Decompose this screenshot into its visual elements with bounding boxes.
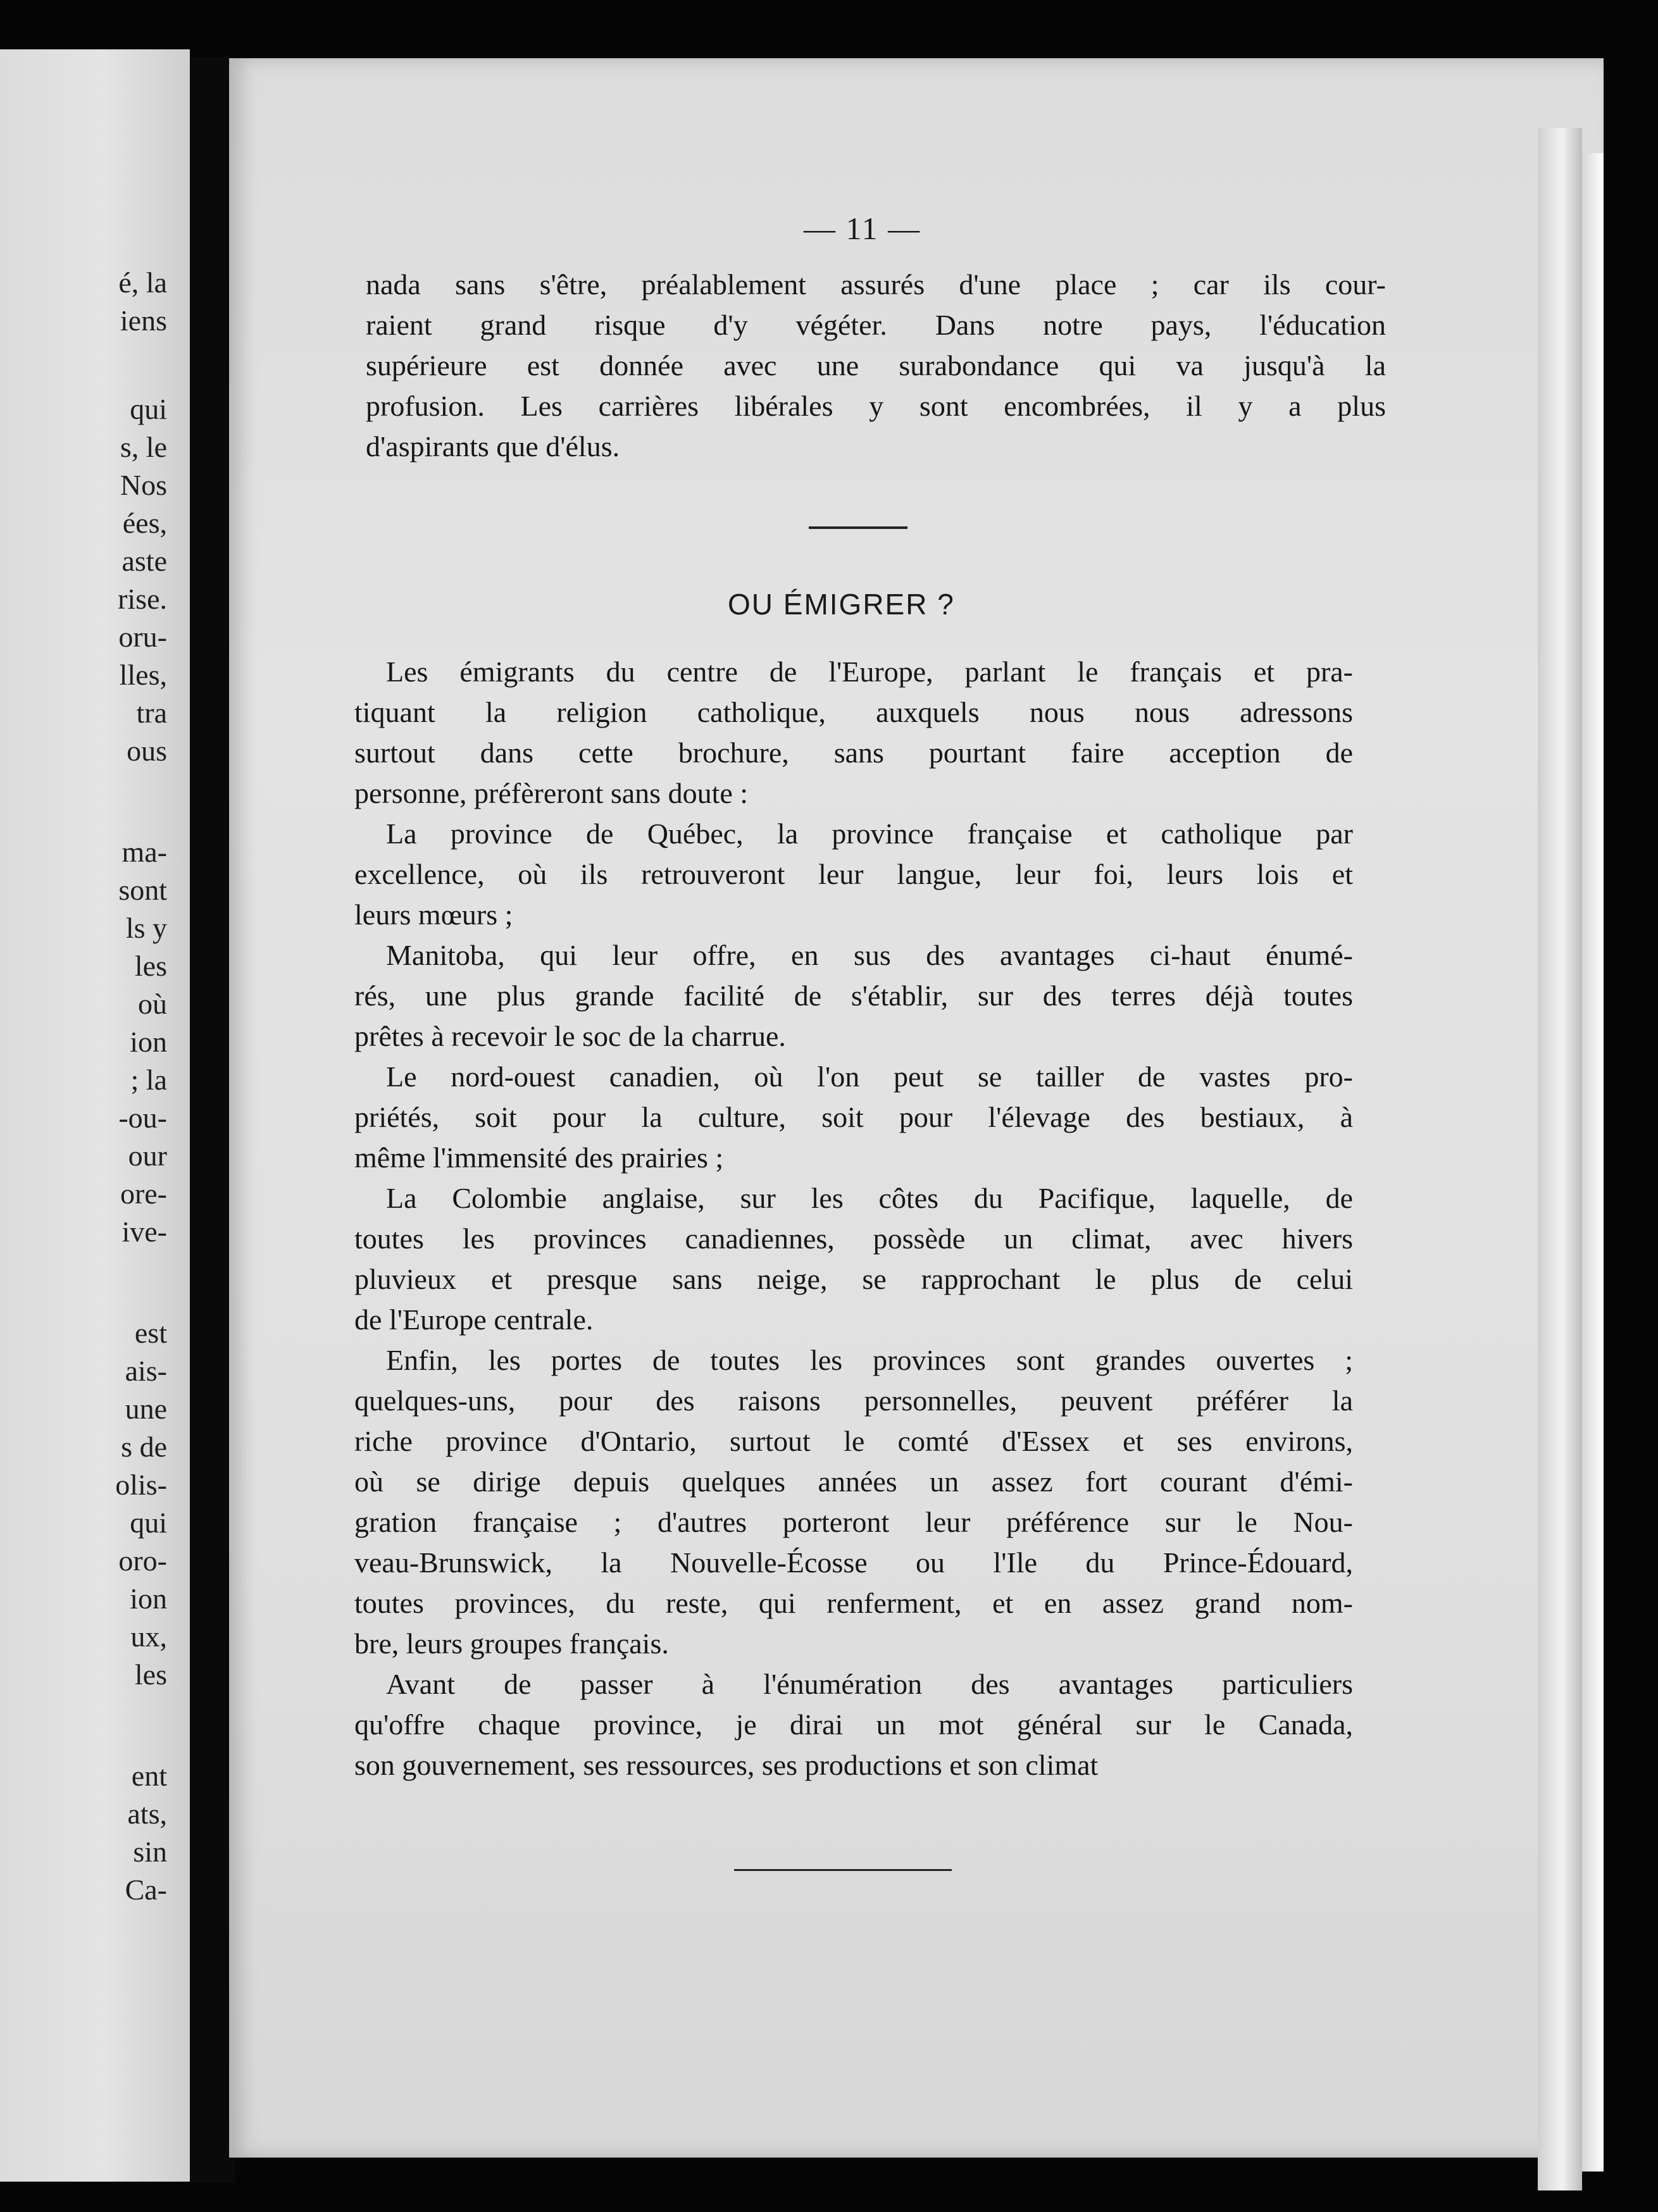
text-line: veau-Brunswick, la Nouvelle-Écosse ou l'Ile du Prince-Édouard,	[354, 1546, 1353, 1579]
left-page-text-fragment: sin	[133, 1836, 167, 1868]
text-line: Enfin, les portes de toutes les provinces sont grandes ouvertes ;	[386, 1344, 1353, 1376]
left-page-text-fragment: ive-	[122, 1215, 167, 1248]
paragraph	[354, 1340, 1353, 1664]
intro-paragraph	[366, 264, 1386, 467]
left-page-text-fragment: oro-	[118, 1544, 167, 1577]
left-page-text-fragment: qui	[130, 1507, 167, 1539]
left-page-text-fragment: lles,	[119, 659, 167, 691]
left-page-text-fragment: oru-	[118, 621, 167, 653]
text-line: Avant de passer à l'énumération des avantages particuliers	[386, 1668, 1353, 1700]
left-page-text-fragment: ous	[127, 735, 167, 767]
left-page-text-fragment: qui	[130, 393, 167, 425]
text-line: rés, une plus grande facilité de s'établir, sur des terres déjà toutes	[354, 979, 1353, 1012]
left-page-text-fragment: Nos	[120, 469, 167, 501]
text-line: quelques-uns, pour des raisons personnelles, peuvent préférer la	[354, 1384, 1353, 1417]
left-page-text-fragment: ais-	[125, 1355, 167, 1387]
left-page-text-fragment: une	[125, 1393, 167, 1425]
left-page-text-fragment: é, la	[118, 266, 167, 299]
text-line: Le nord-ouest canadien, où l'on peut se tailler de vastes pro-	[386, 1060, 1353, 1093]
left-page-text-fragment: où	[138, 988, 167, 1020]
left-page-text-fragment: est	[134, 1317, 167, 1349]
text-line: toutes provinces, du reste, qui renferment, et en assez grand nom-	[354, 1587, 1353, 1619]
text-line: tiquant la religion catholique, auxquels nous nous adressons	[354, 696, 1353, 728]
text-line: d'aspirants que d'élus.	[366, 430, 620, 463]
text-line: toutes les provinces canadiennes, possède un climat, avec hivers	[354, 1222, 1353, 1255]
text-line: nada sans s'être, préalablement assurés d'une place ; car ils cour-	[366, 268, 1386, 301]
left-page-text-fragment: ion	[130, 1026, 167, 1058]
section-heading: OU ÉMIGRER ?	[728, 588, 955, 621]
text-line: de l'Europe centrale.	[354, 1303, 594, 1336]
left-page-text-fragment: ma-	[122, 836, 167, 868]
text-line: personne, préfèreront sans doute :	[354, 777, 749, 809]
section-divider-top	[809, 526, 907, 529]
left-page-text-fragment: -ou-	[118, 1102, 167, 1134]
left-page-text-fragment: les	[134, 1658, 167, 1691]
text-line: profusion. Les carrières libérales y sont encombrées, il y a plus	[366, 390, 1386, 422]
left-page-text-fragment: rise.	[118, 583, 167, 615]
left-page-text-fragment: olis-	[115, 1469, 167, 1501]
left-page-text-fragment: ore-	[120, 1177, 167, 1210]
left-page-text-fragment: aste	[122, 545, 167, 577]
text-line: son gouvernement, ses ressources, ses productions et son climat	[354, 1749, 1099, 1781]
paragraph	[354, 1664, 1353, 1786]
section-divider-bottom	[734, 1869, 952, 1871]
left-page-text-fragment: s de	[121, 1431, 167, 1463]
left-page-fragment	[0, 49, 190, 2182]
text-line: priétés, soit pour la culture, soit pour l'élevage des bestiaux, à	[354, 1101, 1353, 1133]
text-line: excellence, où ils retrouveront leur langue, leur foi, leurs lois et	[354, 858, 1353, 890]
left-page-text-fragment: ent	[131, 1760, 167, 1792]
text-line: qu'offre chaque province, je dirai un mot général sur le Canada,	[354, 1708, 1353, 1741]
page-edge-stack	[1538, 128, 1582, 2190]
left-page-text-fragment: ées,	[122, 507, 167, 539]
text-line: riche province d'Ontario, surtout le comté d'Essex et ses environs,	[354, 1425, 1353, 1457]
text-line: surtout dans cette brochure, sans pourtant faire acception de	[354, 736, 1353, 769]
left-page-text-fragment: Ca-	[125, 1873, 167, 1906]
page-edge-outer	[1582, 153, 1604, 2172]
text-line: où se dirige depuis quelques années un assez fort courant d'émi-	[354, 1465, 1353, 1498]
text-line: La Colombie anglaise, sur les côtes du Pacifique, laquelle, de	[386, 1182, 1353, 1214]
left-page-text-fragment: ion	[130, 1582, 167, 1615]
left-page-text-fragment: ats,	[127, 1798, 167, 1830]
text-line: Les émigrants du centre de l'Europe, parlant le français et pra-	[386, 656, 1353, 688]
text-line: Manitoba, qui leur offre, en sus des avantages ci-haut énumé-	[386, 939, 1353, 971]
left-page-text-fragment: s, le	[120, 431, 167, 463]
left-page-text-fragment: tra	[136, 697, 167, 729]
text-line: pluvieux et presque sans neige, se rapprochant le plus de celui	[354, 1263, 1353, 1295]
paragraph	[354, 814, 1353, 935]
text-line: même l'immensité des prairies ;	[354, 1141, 724, 1174]
left-page-text-fragment: les	[134, 950, 167, 982]
paragraph	[354, 1178, 1353, 1340]
paragraph	[354, 1057, 1353, 1178]
left-page-text-fragment: ls y	[125, 912, 167, 944]
left-page-text-fragment: ; la	[130, 1064, 167, 1096]
left-page-text-fragment: our	[128, 1140, 167, 1172]
left-page-text-fragment: sont	[118, 874, 167, 906]
paragraph	[354, 935, 1353, 1057]
text-line: gration française ; d'autres porteront leur préférence sur le Nou-	[354, 1506, 1353, 1538]
text-line: raient grand risque d'y végéter. Dans notre pays, l'éducation	[366, 309, 1386, 341]
text-line: prêtes à recevoir le soc de la charrue.	[354, 1020, 786, 1052]
text-line: La province de Québec, la province française et catholique par	[386, 817, 1353, 850]
page-number: — 11 —	[804, 211, 921, 246]
paragraph	[354, 652, 1353, 814]
text-line: supérieure est donnée avec une surabondance qui va jusqu'à la	[366, 349, 1386, 382]
text-line: bre, leurs groupes français.	[354, 1627, 669, 1660]
left-page-text-fragment: iens	[120, 304, 167, 337]
left-page-text-fragment: ux,	[130, 1620, 167, 1653]
section-body	[354, 652, 1353, 1786]
text-line: leurs mœurs ;	[354, 898, 513, 931]
